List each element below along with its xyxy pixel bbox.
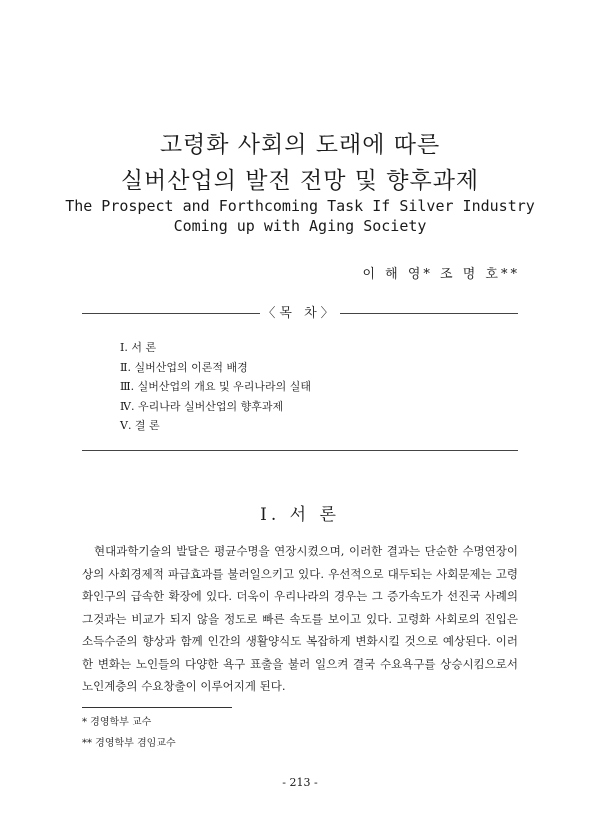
page-number: - 213 - <box>282 776 318 789</box>
toc-item-conclusion: Ⅴ. 결 론 <box>120 419 160 432</box>
table-of-contents <box>82 306 518 451</box>
footnote-divider <box>82 707 232 708</box>
toc-item-introduction: Ⅰ. 서 론 <box>120 341 157 354</box>
korean-title-line-1: 고령화 사회의 도래에 따른 <box>159 132 441 158</box>
toc-caption-left-bracket: 〈 <box>262 306 280 321</box>
toc-caption-text: 목 차 <box>279 306 321 321</box>
introduction-paragraph: 현대과학기술의 발달은 평균수명을 연장시켰으며, 이러한 결과는 단순한 수명연장이상의 사회경제적 파급효과를 불러일으키고 있다. 우선적으로 대두되는 사회문제는 고령화인구의 급속한 확장에 있다. 더욱이 우리나라의 경우는 그 증가속도가 선진국 사례의 그것과는 비교가 되지 않을 정도로 빠른 속도를 보이고 있다. 고령화 사회로의 진입은 소득수준의 향상과 함께 인간의 생활양식도 복잡하게 변화시킬 것으로 예상된다. 이러한 변화는 노인들의 다양한 욕구 표출을 불러 일으켜 결국 수요욕구를 상승시킴으로서 노인계층의 수요창출이 이루어지게 된다. <box>82 544 518 693</box>
section-heading-introduction: Ⅰ. 서 론 <box>260 505 340 525</box>
toc-list <box>120 338 311 436</box>
toc-caption <box>260 304 340 324</box>
toc-item-future-tasks: Ⅳ. 우리나라 실버산업의 향후과제 <box>120 399 284 413</box>
authors: 이 해 영* 조 명 호** <box>362 267 520 282</box>
toc-caption-right-bracket: 〉 <box>320 306 338 321</box>
footnote-2: ** 경영학부 겸임교수 <box>82 738 176 749</box>
toc-item-overview-and-status: Ⅲ. 실버산업의 개요 및 우리나라의 실태 <box>120 380 311 393</box>
english-title-line-1: The Prospect and Forthcoming Task If Silver Industry <box>65 197 535 215</box>
korean-title-line-2: 실버산업의 발전 전망 및 향후과제 <box>120 168 480 194</box>
footnote-1: * 경영학부 교수 <box>82 717 152 728</box>
english-title-line-2: Coming up with Aging Society <box>173 217 427 235</box>
toc-item-theoretical-background: Ⅱ. 실버산업의 이론적 배경 <box>120 360 248 374</box>
